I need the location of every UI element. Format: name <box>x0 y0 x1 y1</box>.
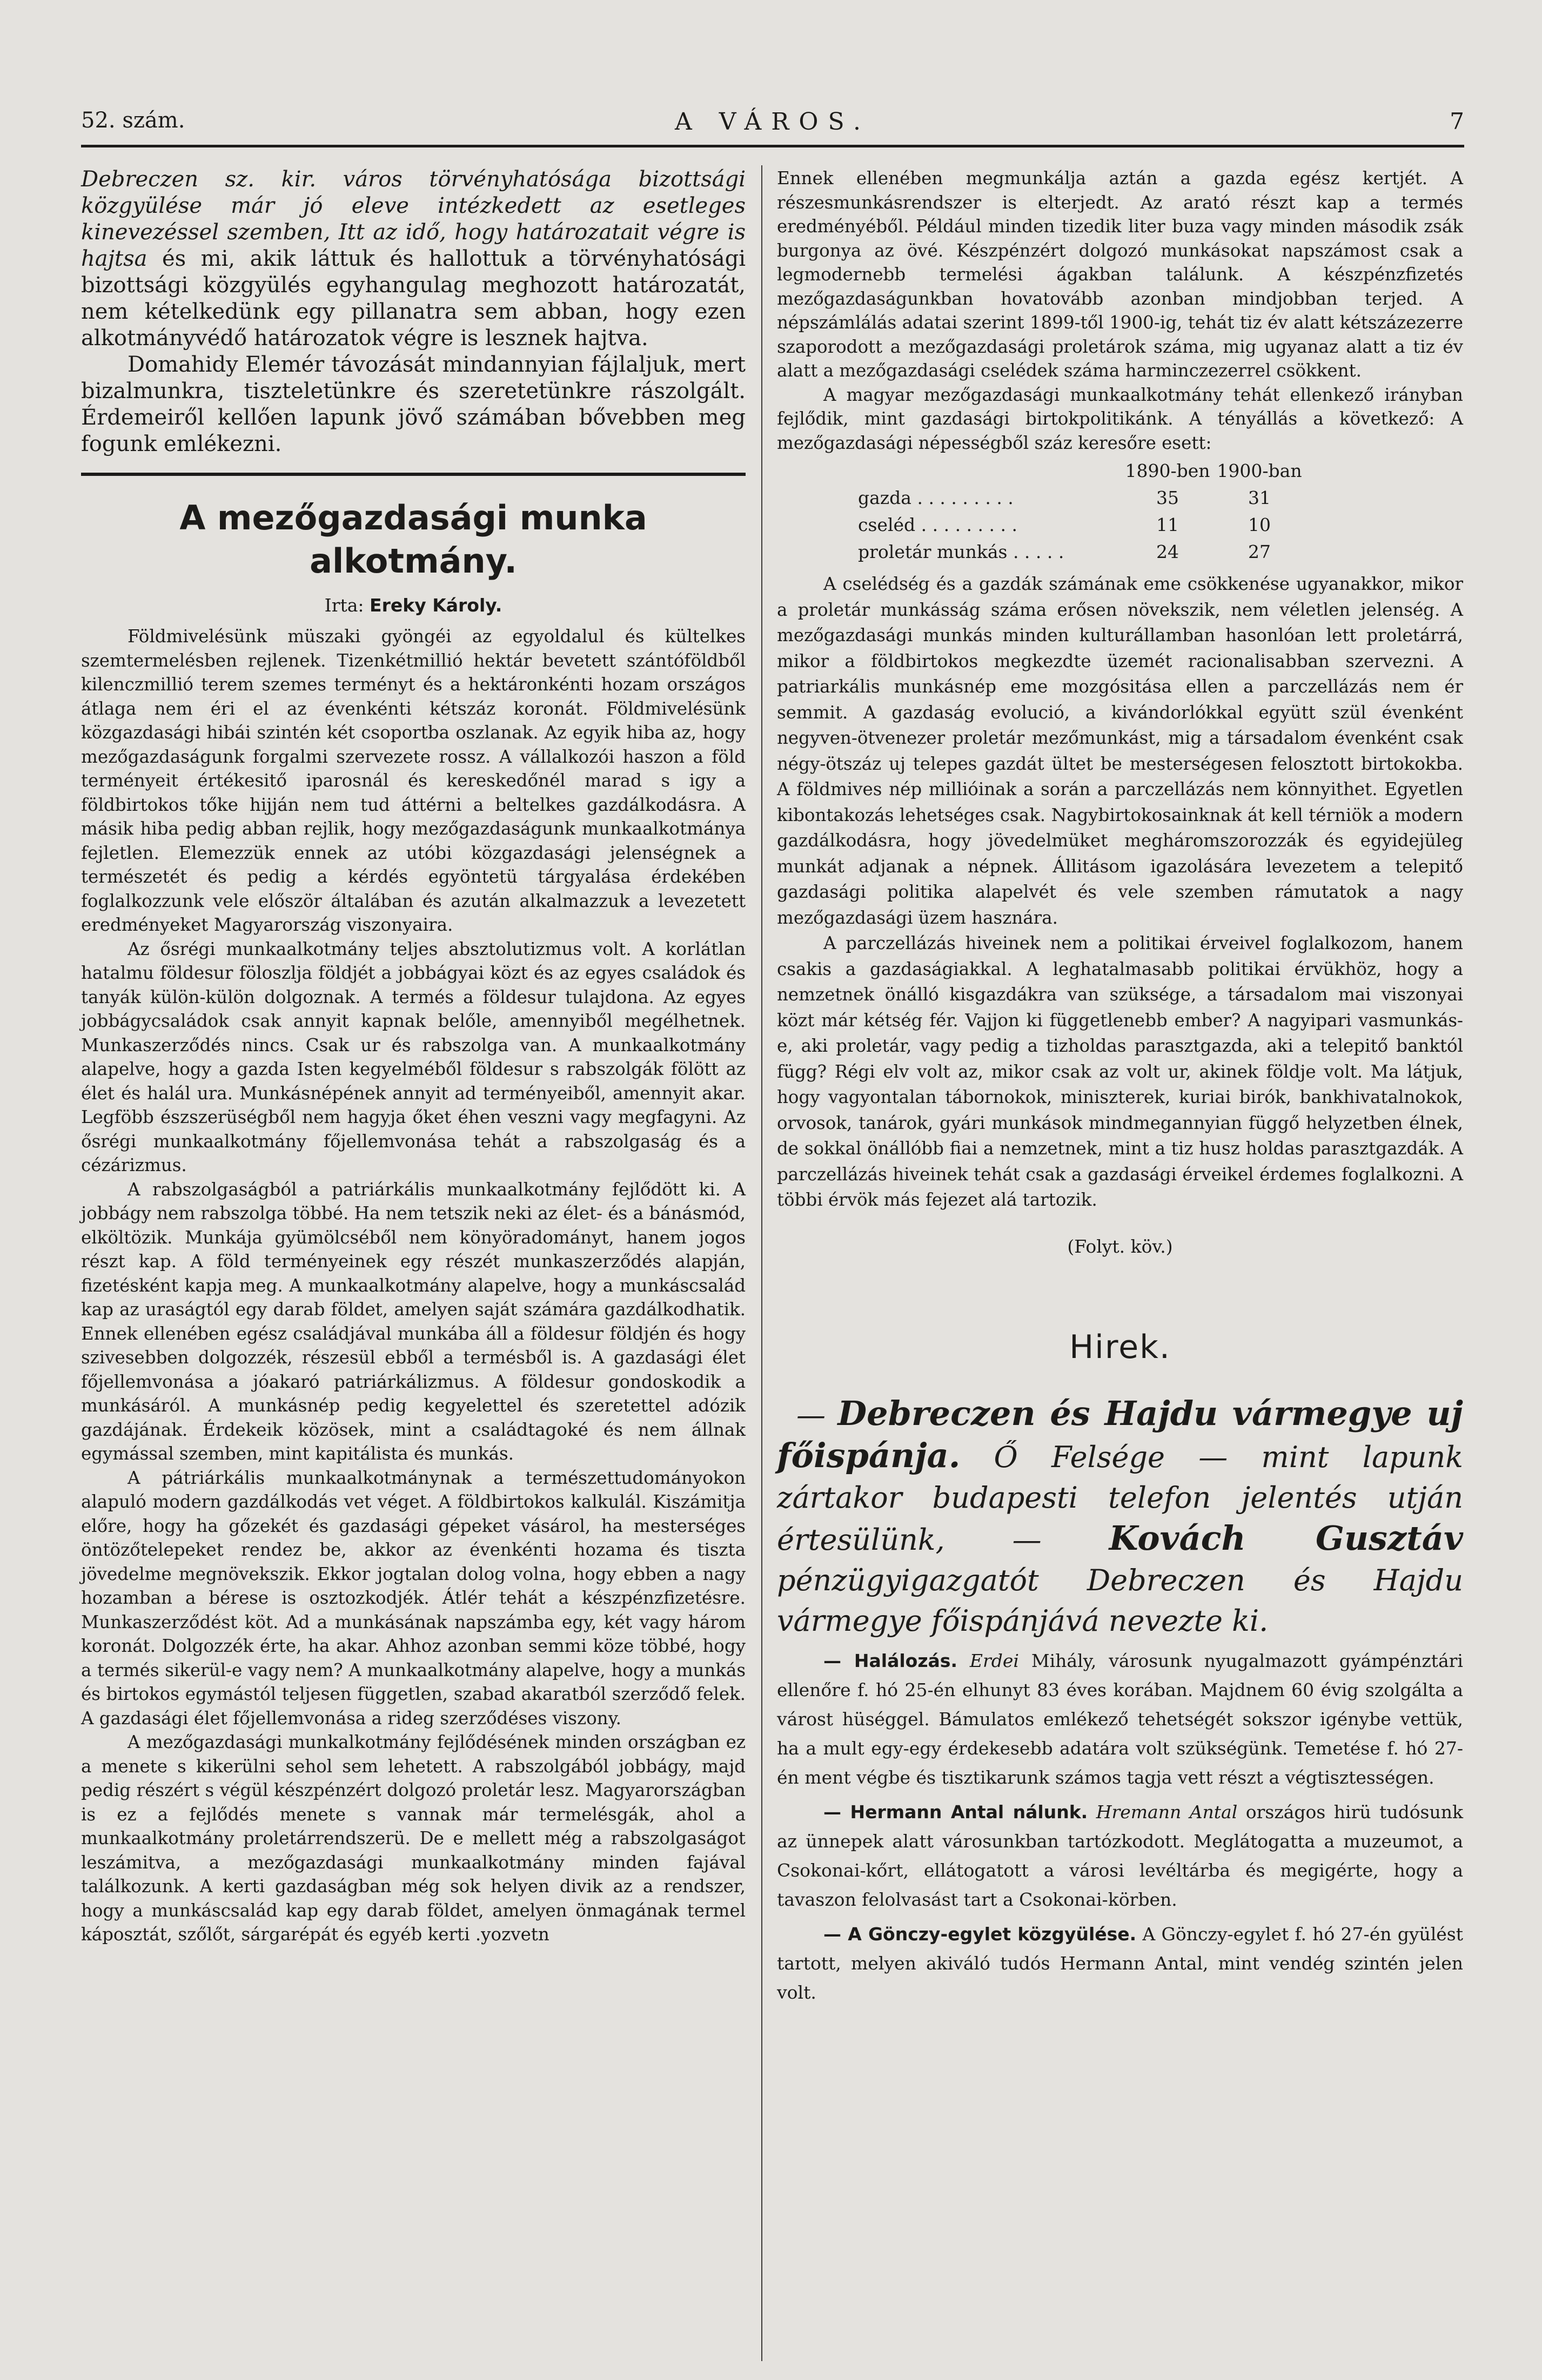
article-continuation-paragraph: Ennek ellenében megmunkálja aztán a gazda egész kertjét. A részesmunkásrendszer is elterjedt. Az arató részt kap a termés eredményéből. Például minden tizedik liter buza vagy minden második zsák burgonya az övé. Készpénzért dolgozó munkásokat napszámost csak a legmodernebb termelési ágakban találunk. A készpénzfizetés mezőgazdaságunkban hovatovább azonban mindjobban terjed. A népszámlálás adatai szerint 1899-től 1900-ig, tehát tiz év alatt kétszázezerre szaporodott a mezőgazdasági proletárok száma, mig ugyanaz alatt a tiz év alatt a mezőgazdasági cselédek száma harminczezerrel csökkent. <box>777 168 1463 381</box>
population-stats-table <box>858 457 1305 565</box>
page-number: 7 <box>1450 108 1464 135</box>
stats-row-label: cseléd . . . . . . . . . <box>858 514 1017 535</box>
continued-note: (Folyt. köv.) <box>1067 1235 1173 1257</box>
article-byline <box>81 595 746 616</box>
lead-news-dash: — <box>796 1397 838 1432</box>
left-column <box>81 166 746 1947</box>
section-rule <box>81 473 746 476</box>
article-paragraph: A parczellázás hiveinek nem a politikai érveivel foglalkozom, hanem csakis a gazdaságiakkal. A leghatalmasabb politikai érvükhöz, hogy a nemzetnek önálló kisgazdákra van szüksége, a társadalom mai viszonyai közt már kétség fér. Vajjon ki függetlenebb ember? A nagyipari vasmunkás-e, aki proletár, vagy pedig a tizholdas parasztgazda, aki a telepitő banktól függ? Régi elv volt az, mikor csak az volt ur, akinek földje volt. Ma látjuk, hogy vagyontalan tábornokok, miniszterek, kuriai birók, bankhivatalnokok, orvosok, tanárok, gyári munkások mindmegannyian függő helyzetben élnek, de sokkal önállóbb fiai a nemzetnek, mint a tiz husz holdas parasztgazdák. A parczellázás hiveinek tehát csak a gazdasági érveikel érdemes foglalkozni. A többi érvök más fejezet alá tartozik. <box>777 933 1463 1210</box>
byline-label: Irta: <box>324 595 364 616</box>
news-item-headline: — A Gönczy-egylet közgyülése. <box>823 1923 1137 1945</box>
stats-row-value-1890: 11 <box>1156 514 1179 535</box>
newspaper-title: A VÁROS. <box>674 108 871 136</box>
article-paragraph: Földmivelésünk müszaki gyöngéi az egyoldalul és kültelkes szemtermelésben rejlenek. Tizenkétmillió hektár bevetett szántóföldből kilenczmillió terem szemes terményt és a hektáronkénti hozam országos átlaga nem éri el az évenkénti kétszáz koronát. Földmivelésünk közgazdasági hibái szintén két csoportba oszlanak. Az egyik hiba az, hogy mezőgazdaságunk forgalmi szervezete rossz. A vállalkozói haszon a föld terményeit értékesitő iparosnál és kereskedőnél marad s igy a földbirtokos tőke hijján nem tud áttérni a beltelkes gazdálkodásra. A másik hiba pedig abban rejlik, hogy mezőgazdaságunk munkaalkotmánya fejletlen. Elemezzük ennek az utóbi közgazdasági jelenségnek a természetét és pedig a kérdés egyöntetü tárgyalása érdekében foglalkozzunk vele először általában és azután alkalmazzuk a levezetett eredményeket Magyarország viszonyaira. <box>81 626 746 935</box>
issue-number: 52. szám. <box>81 108 185 133</box>
right-column <box>777 166 1463 2007</box>
article-paragraph: Az ősrégi munkaalkotmány teljes absztolutizmus volt. A korlátlan hatalmu földesur föloszlja földjét a jobbágyai közt és az egyes családok és tanyák külön-külön dolgoznak. A termés a földesur tulajdona. Az egyes jobbágycsaládok csak annyit kapnak belőle, amennyiből megélhetnek. Munkaszerződés nincs. Csak ur és rabszolga van. A munkaalkotmány alapelve, hogy a gazda Isten kegyelméből földesur s rabszolgák fölött az élet és halál ura. Munkásnépének annyit ad terményeiből, amennyit akar. Legföbb észszerüségből nem hagyja őket éhen veszni vagy megfagyni. Az ősrégi munkaalkotmány főjellemvonása tehát a rabszolgaság és a cézárizmus. <box>81 938 746 1175</box>
stats-row <box>858 511 1305 538</box>
news-item-text: A Gönczy-egylet f. hó 27-én gyülést tartott, melyen akiváló tudós Hermann Antal, mint vendég szintén jelen volt. <box>777 1923 1463 2003</box>
stats-col-1890: 1890-ben <box>1125 460 1210 481</box>
stats-row-value-1890: 35 <box>1156 487 1179 508</box>
intro-rest: és mi, akik láttuk és hallottuk a törvényhatósági bizottsági közgyülés egyhangulag meghozott határozatát, nem kételkedünk egy pillanatra sem abban, hogy ezen alkotmányvédő határozatok végre is lesznek hajtva. <box>81 246 746 351</box>
stats-row-label: proletár munkás . . . . . <box>858 541 1064 562</box>
news-item <box>777 1798 1463 1914</box>
news-item-name: Erdei <box>969 1650 1019 1671</box>
article-headline: A mezőgazdasági munka alkotmány. <box>179 498 647 581</box>
intro-second-paragraph: Domahidy Elemér távozását mindannyian fájlaljuk, mert bizalmunkra, tiszteletünkre és szeretetünkre rászolgált. Érdemeiről kellően lapunk jövő számában bővebben meg fogunk emlékezni. <box>81 352 746 456</box>
lead-news-name: Kovách Gusztáv <box>1109 1518 1463 1558</box>
news-item-name: Hremann Antal <box>1096 1801 1238 1823</box>
column-separator <box>761 165 762 2361</box>
stats-intro: A magyar mezőgazdasági munkaalkotmány tehát ellenkező irányban fejlődik, mint gazdasági birtokpolitikánk. A tényállás a következő: A mezőgazdasági népességből száz keresőre esett: <box>777 384 1463 453</box>
lead-news-item <box>777 1393 1463 1641</box>
article-paragraph: A mezőgazdasági munkalkotmány fejlődésének minden országban ez a menete s kikerülni sehol sem lehetett. A rabszolgából jobbágy, majd pedig részért s végül készpénzért dolgozó proletár lesz. Magyarországban is ez a fejlődés menete s vannak már termelésgák, ahol a munkaalkotmány proletárrendszerü. De e mellett még a rabszolgaságot leszámitva, a mezőgazdasági munkaalkotmány minden fajával találkozunk. A kerti gazdaságban még sok helyen divik az a rendszer, hogy a munkáscsalád kap egy darab földet, amelyen önmagának termel káposztát, szőlőt, sárgarépát és egyéb kerti .yozvetn <box>81 1732 746 1945</box>
lead-news-text: Ő Felsége — mint lapunk zártakor budapesti telefon jelentés utján értesülünk, — <box>777 1440 1463 1557</box>
stats-row <box>858 538 1305 565</box>
stats-col-1900: 1900-ban <box>1217 460 1302 481</box>
intro-italic: Debreczen sz. kir. város törvényhatósága bizottsági közgyülése már jó eleve intézkedett az esetleges kinevezéssel szemben, Itt az idő, hogy határozatait végre is hajtsa <box>81 167 746 271</box>
news-item <box>777 1646 1463 1792</box>
stats-row-value-1900: 10 <box>1248 514 1271 535</box>
news-section-title: Hirek. <box>1069 1328 1171 1366</box>
header-rule <box>81 145 1464 147</box>
news-item-headline: — Hermann Antal nálunk. <box>823 1801 1088 1823</box>
intro-paragraph <box>81 166 746 352</box>
stats-row-value-1900: 31 <box>1248 487 1271 508</box>
page-header <box>81 108 1464 140</box>
byline-author: Ereky Károly. <box>370 595 502 616</box>
news-item-text: Mihály, városunk nyugalmazott gyámpénztári ellenőre f. hó 25-én elhunyt 83 éves korában. Majdnem 60 évig szolgálta a várost hüséggel. Bámulatos emlékező tehetségét sokszor igénybe vettük, ha a mult egy-egy érdekesebb adatára volt szükségünk. Temetése f. hó 27-én ment végbe és tisztikarunk számos tagja vett részt a végtisztességen. <box>777 1650 1463 1788</box>
stats-row <box>858 484 1305 511</box>
lead-news-text-end: pénzügyigazgatót Debreczen és Hajdu vármegye főispánjává nevezte ki. <box>777 1563 1463 1638</box>
news-item <box>777 1920 1463 2007</box>
article-paragraph: A rabszolgaságból a patriárkális munkaalkotmány fejlődött ki. A jobbágy nem rabszolga többé. Ha nem tetszik neki az élet- és a bánásmód, elköltözik. Munkája gyümölcséből nem könyöradományt, hanem jogos részt kap. A föld terményeinek egy részét munkaszerződés alapján, fizetésként kapja meg. A munkaalkotmány alapelve, hogy a munkáscsalád kap az uraságtól egy darab földet, amelyen saját számára gazdálkodhatik. Ennek ellenében egész családjával munkába áll a földesur földjén és hogy szivesebben dolgozzék, részesül ebből a termésből is. A gazdasági élet főjellemvonása a jóakaró patriárkálizmus. A földesur gondoskodik a munkásáról. A munkásnép pedig kegyelettel és szeretettel adózik gazdájának. Érdekeik közösek, mint a családtagoké és nem állnak egymással szemben, mint kapitálista és munkás. <box>81 1179 746 1464</box>
stats-row-value-1900: 27 <box>1248 541 1271 562</box>
lead-news-headline: Debreczen és Hajdu vármegye uj főispánja. <box>777 1393 1463 1475</box>
stats-row-value-1890: 24 <box>1156 541 1179 562</box>
stats-header-row <box>858 457 1305 484</box>
news-item-headline: — Halálozás. <box>823 1650 957 1671</box>
news-item-text: országos hirü tudósunk az ünnepek alatt városunkban tartózkodott. Meglátogatta a muzeumot, a Csokonai-kőrt, ellátogatott a városi levéltárba és megigérte, hogy a tavaszon felolvasást tart a Csokonai-körben. <box>777 1801 1463 1910</box>
article-paragraph: A cselédség és a gazdák számának eme csökkenése ugyanakkor, mikor a proletár munkásság száma erősen növekszik, nem véletlen jelenség. A mezőgazdasági munkás minden kulturállamban hasonlóan lett proletárrá, mikor a földbirtokos megkezdte üzemét racionalisabban szervezni. A patriarkális munkásnép eme mozgósitása ellen a parczellázás nem ér semmit. A gazdaság evolució, a kivándorlókkal együtt szül évenként negyven-ötvenezer proletár mezőmunkást, mig a társadalom évenként csak négy-ötszáz uj telepes gazdát ültet be mesterségesen felosztott birtokokba. A földmives nép millióinak a során a parczellázás nem könnyithet. Egyetlen kibontakozás lehetséges csak. Nagybirtokosainknak át kell térniök a modern gazdálkodásra, hogy jövedelmüket megháromszorozzák és egyidejüleg munkát adjanak a népnek. Állitásom igazolására levezetem a telepitő gazdasági politika alapelvét és vele szemben rámutatok a nagy mezőgazdasági üzem hasznára. <box>777 574 1463 928</box>
article-paragraph: A pátriárkális munkaalkotmánynak a természettudományokon alapuló modern gazdálkodás vet véget. A földbirtokos kalkulál. Kiszámitja előre, hogy ha gőzekét és gazdasági gépeket vásárol, ha mesterséges öntözőtelepeket rendez be, akkor az évenkénti hozama és tiszta jövedelme megnövekszik. Ekkor jogtalan dolog volna, hogy ebben a nagy hozamban a bérese is osztozkodjék. Átlér tehát a készpénzfizetésre. Munkaszerződést köt. Ad a munkásának napszámba egy, két vagy három koronát. Dolgozzék érte, ha akar. Ahhoz azonban semmi köze többé, hogy a termés sikerül-e vagy nem? A munkaalkotmány alapelve, hogy a munkás és birtokos egymástól teljesen független, szabad akaratból szerződő felek. A gazdasági élet főjellemvonása a rideg szerződéses viszony. <box>81 1467 746 1729</box>
stats-row-label: gazda . . . . . . . . . <box>858 487 1014 508</box>
